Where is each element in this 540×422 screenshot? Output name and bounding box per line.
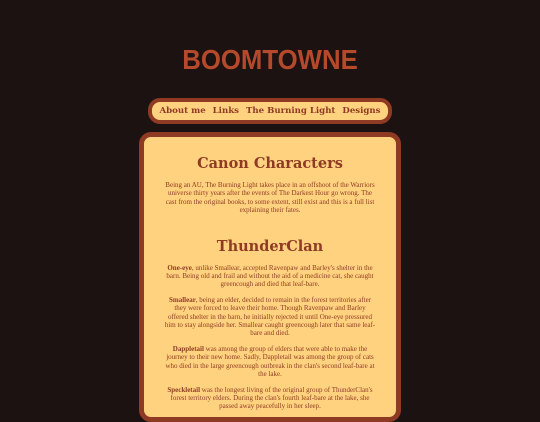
nav-link-the-burning-light[interactable]: The Burning Light: [245, 106, 336, 116]
site-title: BOOMTOWNE: [182, 44, 358, 75]
canon-intro-text: Being an AU, The Burning Light takes place in an offshoot of the Warriors universe thirty years after the events of The Darkest Hour go wrong. The cast from the original books, to some extent, still exist and this is a full list explaining their fates.: [165, 181, 375, 215]
character-description: , being an elder, decided to remain in the forest territories after they were forced to leave their home. Though Ravenpaw and Barley offered shelter in the barn, he initially rejected it until One-eye pressured him to stay alongside her. Smallear caught greencough later that same leaf-bare and died.: [164, 295, 376, 338]
nav-bar: [148, 98, 392, 124]
thunderclan-heading: ThunderClan: [216, 237, 324, 255]
character-entry-one-eye: [164, 264, 376, 289]
content-panel: [139, 132, 401, 422]
character-description: , unlike Smallear, accepted Ravenpaw and Barley's shelter in the barn. Being old and frail and without the aid of a medicine cat, she caught greencough and died that leaf-bare.: [166, 263, 374, 289]
character-name: Dappletail: [172, 344, 204, 353]
character-entry-speckletail: [164, 386, 376, 411]
character-entry-smallear: [164, 296, 376, 338]
section-spacer: [164, 222, 376, 236]
nav-link-about-me[interactable]: About me: [159, 106, 206, 116]
character-name: Smallear: [168, 295, 196, 304]
nav-link-links[interactable]: Links: [212, 106, 239, 116]
character-name: One-eye: [167, 263, 192, 272]
character-description: was the longest living of the original group of ThunderClan's forest territory elders. During the clan's fourth leaf-bare at the lake, she passed away peacefully in her sleep.: [170, 385, 373, 411]
character-name: Speckletail: [167, 385, 201, 394]
nav-link-designs[interactable]: Designs: [342, 106, 381, 116]
character-description: was among the group of elders that were able to make the journey to their new home. Sadly, Dappletail was among the group of cats who died in the large greencough outbreak in the clan's second leaf-bare at the lake.: [165, 344, 375, 379]
character-entry-dappletail: [164, 345, 376, 379]
canon-characters-heading: Canon Characters: [197, 155, 343, 172]
